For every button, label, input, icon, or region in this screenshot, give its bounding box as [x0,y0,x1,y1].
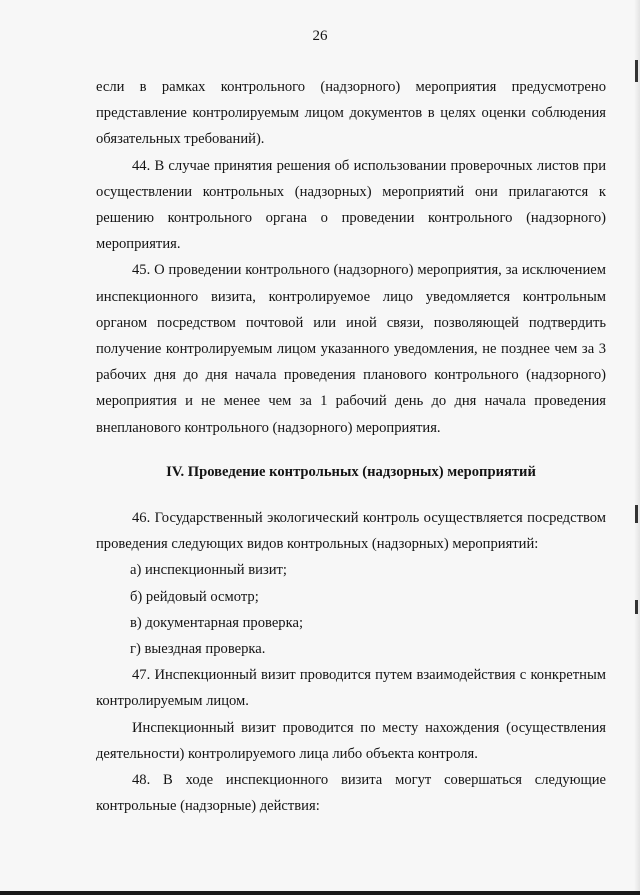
scan-artifact [635,505,638,523]
list-item: г) выездная проверка. [130,641,266,658]
document-body [96,74,606,819]
paragraph-48: 48. В ходе инспекционного визита могут совершаться следующие контрольные (надзорные) действия: [96,772,606,815]
scan-artifact [635,600,638,614]
list-item: а) инспекционный визит; [130,562,287,579]
paragraph-continuation: если в рамках контрольного (надзорного) мероприятия предусмотрено представление контролируемым лицом документов в целях оценки соблюдения обязательных требований). [96,79,606,148]
paragraph-46: 46. Государственный экологический контроль осуществляется посредством проведения следующих видов контрольных (надзорных) мероприятий: [96,510,606,553]
scan-edge-shadow [634,0,640,895]
paragraph-inspection-location: Инспекционный визит проводится по месту нахождения (осуществления деятельности) контролируемого лица либо объекта контроля. [96,719,606,762]
list-item: в) документарная проверка; [130,614,303,631]
paragraph-45: 45. О проведении контрольного (надзорного) мероприятия, за исключением инспекционного визита, контролируемое лицо уведомляется контрольным органом посредством почтовой или иной связи, позволяющей подтвердить получение контролируемым лицом указанного уведомления, не позднее чем за 3 рабочих дня до дня начала проведения планового контрольного (надзорного) мероприятия и не менее чем за 1 рабочий день до дня начала проведения внепланового контрольного (надзорного) мероприятия. [96,262,606,436]
scan-bottom-edge [0,891,640,895]
page-number: 26 [312,28,328,44]
list-item: б) рейдовый осмотр; [130,588,259,605]
paragraph-47: 47. Инспекционный визит проводится путем взаимодействия с конкретным контролируемым лицом. [96,667,606,710]
scan-artifact [635,60,638,82]
section-heading: IV. Проведение контрольных (надзорных) мероприятий [166,463,536,480]
paragraph-44: 44. В случае принятия решения об использовании проверочных листов при осуществлении контрольных (надзорных) мероприятий они прилагаются к решению контрольного органа о проведении контрольного (надзорного) мероприятия. [96,157,606,253]
